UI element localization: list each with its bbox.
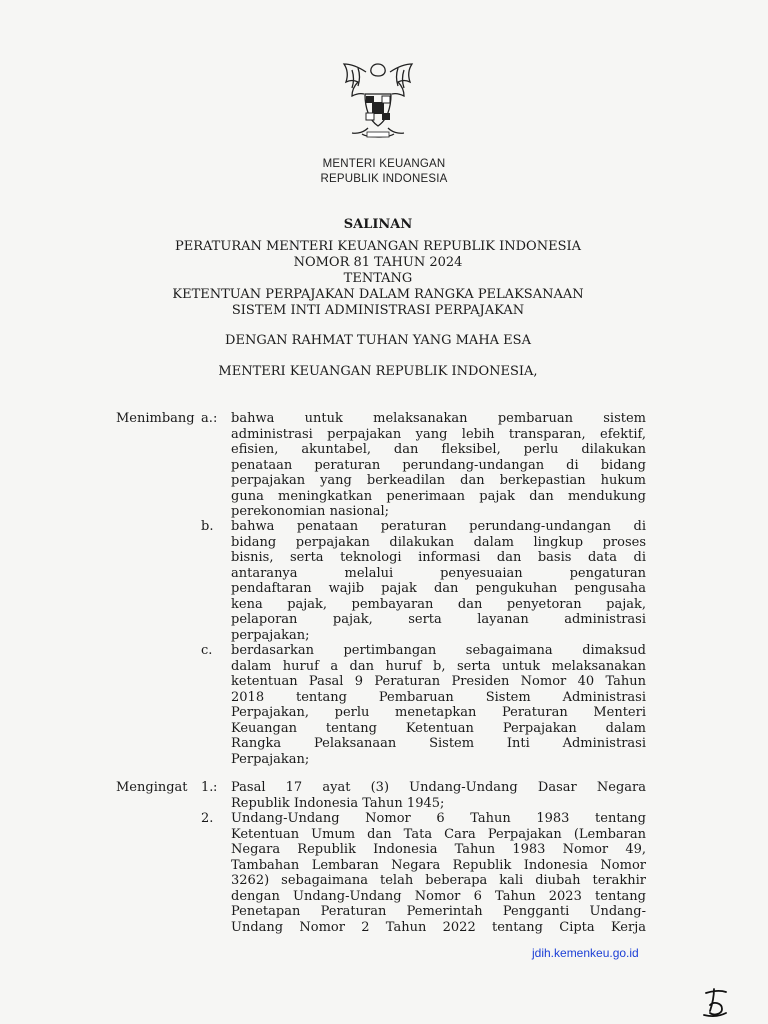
regulation-about: TENTANG: [343, 271, 413, 286]
regulation-number: NOMOR 81 TAHUN 2024: [293, 255, 463, 270]
item-line: pendaftaran wajib pajak dan pengukuhan pengusaha: [231, 581, 646, 596]
list-item: [201, 643, 646, 767]
regulation-subject-line: SISTEM INTI ADMINISTRASI PERPAJAKAN: [231, 303, 525, 318]
item-line: Tambahan Lembaran Negara Republik Indonesia Nomor: [231, 857, 646, 873]
item-line: Pasal 17 ayat (3) Undang-Undang Dasar Negara: [231, 780, 646, 795]
section-label: Mengingat: [116, 780, 188, 795]
item-line: pelaporan pajak, serta layanan administrasi: [231, 612, 646, 627]
item-line: dalam huruf a dan huruf b, serta untuk melaksanakan: [231, 658, 646, 674]
item-line: perekonomian nasional;: [231, 504, 390, 519]
item-line: bahwa penataan peraturan perundang-undangan di: [231, 519, 646, 534]
list-item: [201, 519, 646, 643]
list-item: [201, 780, 646, 811]
item-line: Undang-Undang Nomor 6 Tahun 1983 tentang: [231, 811, 646, 826]
regulation-subject-line: KETENTUAN PERPAJAKAN DALAM RANGKA PELAKSANAAN: [172, 287, 584, 302]
ministry-name: MENTERI KEUANGAN: [322, 158, 446, 170]
item-marker: 1.: [201, 780, 214, 795]
section-colon: :: [213, 411, 218, 426]
paraf-initial-icon: [700, 985, 730, 1019]
jdih-website-link[interactable]: jdih.kemenkeu.go.id: [532, 946, 639, 960]
item-line: Undang Nomor 2 Tahun 2022 tentang Cipta Kerja: [231, 919, 646, 935]
item-line: Ketentuan Umum dan Tata Cara Perpajakan (Lembaran: [231, 826, 646, 842]
item-line: 2018 tentang Pembaruan Sistem Administrasi: [231, 689, 646, 705]
item-line: efisien, akuntabel, dan fleksibel, perlu dilakukan: [231, 442, 646, 457]
item-line: bidang perpajakan dilakukan dalam lingkup proses: [231, 534, 646, 550]
item-line: Penetapan Peraturan Pemerintah Pengganti Undang-: [231, 904, 646, 919]
item-line: kena pajak, pembayaran dan penyetoran pajak,: [231, 596, 646, 612]
item-line: penataan peraturan perundang-undangan di bidang: [231, 457, 646, 473]
item-line: administrasi perpajakan yang lebih transparan, efektif,: [231, 426, 646, 442]
item-line: perpajakan yang berkeadilan dan berkepastian hukum: [231, 473, 646, 488]
item-line: dengan Undang-Undang Nomor 6 Tahun 2023 tentang: [231, 888, 646, 904]
item-line: Keuangan tentang Ketentuan Perpajakan dalam: [231, 720, 646, 736]
item-marker: a.: [201, 411, 213, 426]
ministry-country: REPUBLIK INDONESIA: [320, 173, 448, 185]
item-marker: 2.: [201, 811, 214, 826]
item-line: Rangka Pelaksanaan Sistem Inti Administrasi: [231, 736, 646, 751]
regulation-title-line: PERATURAN MENTERI KEUANGAN REPUBLIK INDONESIA: [174, 239, 581, 254]
blessing-line: DENGAN RAHMAT TUHAN YANG MAHA ESA: [225, 333, 531, 348]
item-line: Perpajakan, perlu menetapkan Peraturan Menteri: [231, 705, 646, 720]
copy-label: SALINAN: [343, 217, 413, 232]
item-line: antaranya melalui penyesuaian pengaturan: [231, 565, 646, 581]
list-item: [201, 811, 646, 935]
item-marker: c.: [201, 643, 213, 658]
item-line: bahwa untuk melaksanakan pembaruan sistem: [231, 411, 646, 426]
item-line: bisnis, serta teknologi informasi dan basis data di: [231, 550, 646, 565]
item-line: Republik Indonesia Tahun 1945;: [231, 795, 445, 811]
item-line: ketentuan Pasal 9 Peraturan Presiden Nomor 40 Tahun: [231, 674, 646, 689]
item-line: Perpajakan;: [231, 751, 310, 767]
list-item: [201, 411, 646, 520]
authority-line: MENTERI KEUANGAN REPUBLIK INDONESIA,: [218, 364, 538, 379]
item-line: perpajakan;: [231, 627, 310, 643]
item-line: Negara Republik Indonesia Tahun 1983 Nomor 49,: [231, 842, 646, 857]
item-line: 3262) sebagaimana telah beberapa kali diubah terakhir: [231, 873, 646, 888]
item-line: guna meningkatkan penerimaan pajak dan mendukung: [231, 488, 646, 504]
section-label: Menimbang: [116, 411, 195, 426]
item-line: berdasarkan pertimbangan sebagaimana dimaksud: [231, 643, 646, 658]
garuda-emblem-icon: [332, 58, 424, 146]
section-colon: :: [213, 780, 218, 795]
item-marker: b.: [201, 519, 214, 534]
